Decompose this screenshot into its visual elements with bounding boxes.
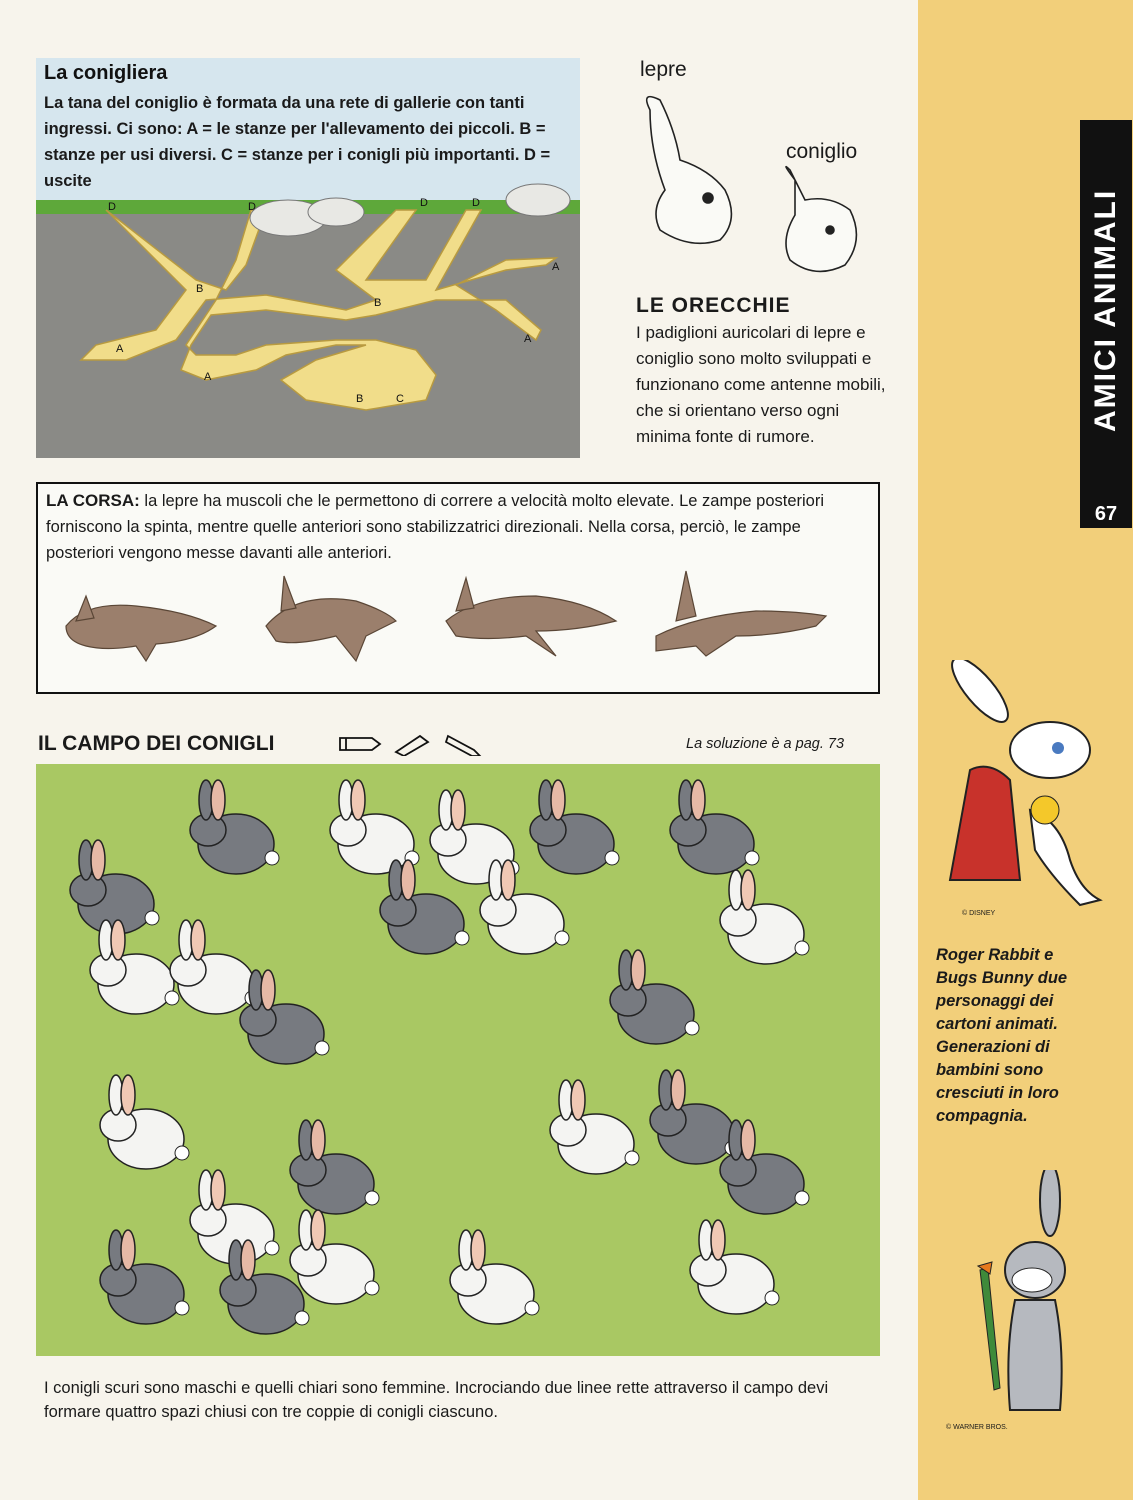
rabbit-light xyxy=(330,780,419,874)
rabbit-light xyxy=(170,920,259,1014)
warren-label: A xyxy=(204,371,212,383)
rabbit-dark xyxy=(720,1120,809,1214)
rabbit-light xyxy=(550,1080,639,1174)
rabbit-light xyxy=(90,920,179,1014)
page-number: 67 xyxy=(1080,500,1132,528)
pencil-icon xyxy=(396,736,428,756)
warren-label: A xyxy=(552,261,560,273)
rabbit-light xyxy=(100,1075,189,1169)
rabbit-dark xyxy=(650,1070,739,1164)
pencil-icon xyxy=(446,736,480,756)
rabbit-dark xyxy=(290,1120,379,1214)
warren-title: La conigliera xyxy=(44,62,168,84)
rabbit-dark xyxy=(100,1230,189,1324)
puzzle-solution-note: La soluzione è a pag. 73 xyxy=(686,736,845,752)
pencil-icons xyxy=(336,732,496,756)
warren-text: La tana del coniglio è formata da una rete di gallerie con tanti ingressi. Ci sono: A = le stanze per l'allevamento dei piccoli. B = stanze per usi diversi. C = stanze per i conigli più importanti. D = uscite xyxy=(44,94,551,190)
copyright-warner: © WARNER BROS. xyxy=(946,1424,1008,1431)
ears-illustration xyxy=(630,90,880,290)
warren-label: D xyxy=(472,197,480,209)
rabbit-light xyxy=(690,1220,779,1314)
section-label: AMICI ANIMALI xyxy=(1080,120,1132,500)
puzzle-instructions: I conigli scuri sono maschi e quelli chiari sono femmine. Incrociando due linee rette attraverso il campo devi formare quattro spazi chiusi con tre coppie di conigli ciascuno. xyxy=(44,1379,829,1421)
warren-label: B xyxy=(356,393,364,405)
rabbit-dark xyxy=(670,780,759,874)
bugs-bunny-illustration xyxy=(960,1170,1100,1420)
rabbit-field-illustration xyxy=(36,764,880,1356)
rabbit-light xyxy=(290,1210,379,1304)
warren-label: C xyxy=(396,393,404,405)
rabbit-light xyxy=(450,1230,539,1324)
warren-illustration xyxy=(36,170,580,458)
warren-label: D xyxy=(420,197,428,209)
rabbit-dark xyxy=(530,780,619,874)
rabbit-dark xyxy=(70,840,159,934)
rabbit-dark xyxy=(190,780,279,874)
warren-label: B xyxy=(374,297,382,309)
ears-text: I padiglioni auricolari di lepre e coniglio sono molto sviluppati e funzionano come antenne mobili, che si orientano verso ogni minima fonte di rumore. xyxy=(636,323,886,446)
roger-rabbit-illustration xyxy=(930,660,1110,910)
rabbit-light xyxy=(720,870,809,964)
warren-label: B xyxy=(196,283,204,295)
rabbit-light xyxy=(480,860,569,954)
ears-title: LE ORECCHIE xyxy=(636,294,791,317)
warren-label: D xyxy=(248,201,256,213)
running-title: LA CORSA: xyxy=(46,491,140,510)
warren-label: A xyxy=(116,343,124,355)
pencil-icon xyxy=(340,738,380,750)
rabbit-dark xyxy=(240,970,329,1064)
running-hares-illustration xyxy=(56,566,836,676)
warren-label: D xyxy=(108,201,116,213)
copyright-disney: © DISNEY xyxy=(962,910,996,917)
cartoon-caption: Roger Rabbit e Bugs Bunny due personaggi dei cartoni animati. Generazioni di bambini sono cresciuti in loro compagnia. xyxy=(936,946,1068,1125)
warren-label: A xyxy=(524,333,532,345)
puzzle-title: IL CAMPO DEI CONIGLI xyxy=(38,732,275,755)
rabbit-label: coniglio xyxy=(786,140,858,163)
running-text: la lepre ha muscoli che le permettono di correre a velocità molto elevate. Le zampe posteriori forniscono la spinta, mentre quelle anteriori sono stabilizzatrici direzionali. Nella corsa, perciò, le zampe posteriori vengono messe davanti alle anteriori. xyxy=(46,492,824,562)
running-text-block xyxy=(46,488,872,566)
rabbit-dark xyxy=(610,950,699,1044)
hare-label: lepre xyxy=(640,58,687,81)
